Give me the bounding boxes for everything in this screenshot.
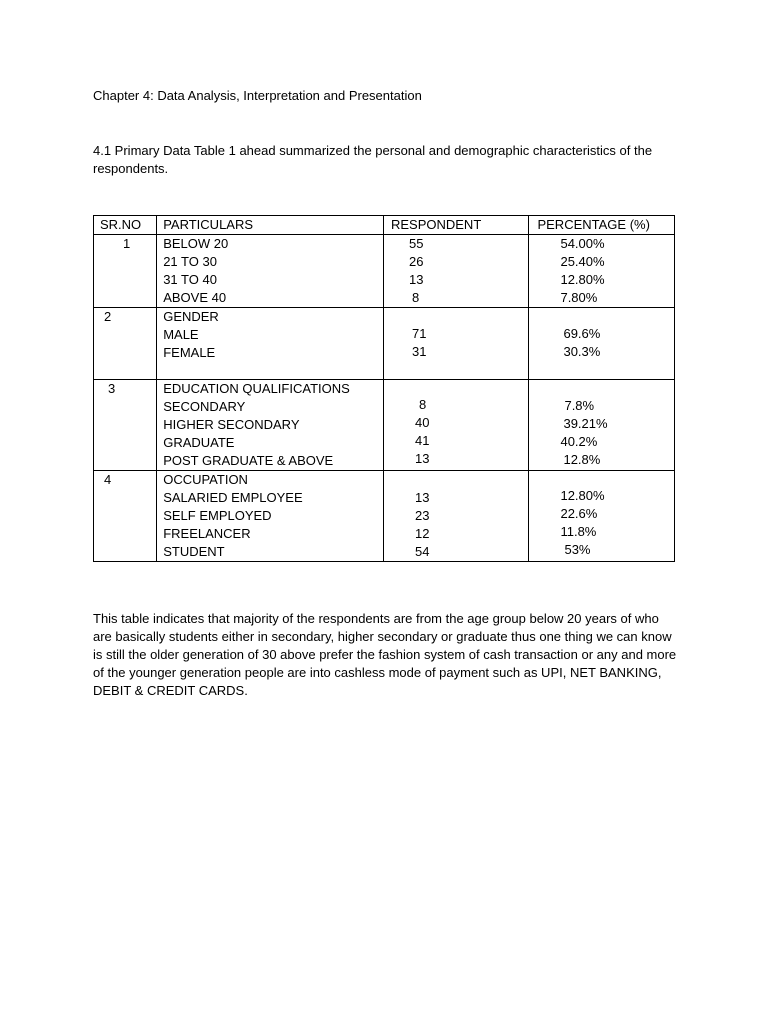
percentage-value: 7.80% bbox=[560, 290, 598, 305]
particular-item: STUDENT bbox=[163, 544, 225, 559]
particular-item: 31 TO 40 bbox=[163, 272, 217, 287]
particular-item: ABOVE 40 bbox=[163, 290, 227, 305]
header-particulars: PARTICULARS bbox=[157, 216, 384, 235]
particular-item: MALE bbox=[163, 327, 199, 342]
particular-item: SECONDARY bbox=[163, 399, 246, 414]
respondent-value: 8 bbox=[418, 397, 427, 412]
percentage-value: 40.2% bbox=[560, 434, 598, 449]
particulars-cell bbox=[157, 235, 384, 308]
percentage-value: 25.40% bbox=[560, 254, 605, 269]
percentage-value: 12.80% bbox=[560, 488, 605, 503]
conclusion-paragraph: This table indicates that majority of the respondents are from the age group below 20 years of who are basically students either in secondary, higher secondary or graduate thus one thing we can know is still the older generation of 30 above prefer the fashion system of cash transaction or any and more of the younger generation people are into cashless mode of payment such as UPI, NET BANKING, DEBIT & CREDIT CARDS. bbox=[93, 611, 677, 698]
particulars-cell bbox=[157, 308, 384, 380]
sr-no-cell bbox=[94, 471, 157, 562]
percentage-value: 30.3% bbox=[563, 344, 601, 359]
demographics-table bbox=[93, 215, 675, 562]
header-percentage: PERCENTAGE (%) bbox=[529, 216, 675, 235]
particular-item: POST GRADUATE & ABOVE bbox=[163, 453, 334, 468]
percentage-cell bbox=[529, 235, 675, 308]
sr-no-cell bbox=[94, 380, 157, 471]
percentage-value: 12.80% bbox=[560, 272, 605, 287]
sr-no-cell bbox=[94, 235, 157, 308]
percentage-value: 69.6% bbox=[563, 326, 601, 341]
respondent-cell bbox=[383, 235, 529, 308]
page-heading: Chapter 4: Data Analysis, Interpretation and Presentation bbox=[93, 88, 422, 103]
particular-item: BELOW 20 bbox=[163, 236, 229, 251]
sr-no-cell bbox=[94, 308, 157, 380]
respondent-cell bbox=[383, 380, 529, 471]
percentage-value: 53% bbox=[564, 542, 591, 557]
percentage-value: 7.8% bbox=[564, 398, 595, 413]
percentage-cell bbox=[529, 471, 675, 562]
particular-item: GRADUATE bbox=[163, 435, 235, 450]
sr-no: 1 bbox=[123, 236, 131, 251]
intro-paragraph: 4.1 Primary Data Table 1 ahead summarized the personal and demographic characteristics of the respondents. bbox=[93, 143, 653, 176]
table-group-gender bbox=[94, 308, 675, 380]
particular-item: FREELANCER bbox=[163, 526, 251, 541]
header-sr-no: SR.NO bbox=[94, 216, 157, 235]
particular-item: SALARIED EMPLOYEE bbox=[163, 490, 303, 505]
particular-group-title: OCCUPATION bbox=[163, 472, 248, 487]
respondent-value: 71 bbox=[411, 326, 427, 341]
respondent-cell bbox=[383, 308, 529, 380]
particulars-cell bbox=[157, 380, 384, 471]
table-header-row bbox=[94, 216, 675, 235]
table-group-education bbox=[94, 380, 675, 471]
percentage-value: 22.6% bbox=[560, 506, 598, 521]
percentage-cell bbox=[529, 308, 675, 380]
respondent-value: 23 bbox=[414, 508, 430, 523]
sr-no: 2 bbox=[104, 309, 112, 324]
respondent-value: 12 bbox=[414, 526, 430, 541]
particulars-cell bbox=[157, 471, 384, 562]
respondent-value: 13 bbox=[408, 272, 424, 287]
respondent-value: 13 bbox=[414, 451, 430, 466]
respondent-value: 31 bbox=[411, 344, 427, 359]
respondent-value: 55 bbox=[408, 236, 424, 251]
particular-item: 21 TO 30 bbox=[163, 254, 217, 269]
respondent-value: 54 bbox=[414, 544, 430, 559]
percentage-value: 11.8% bbox=[560, 524, 597, 539]
particular-group-title: EDUCATION QUALIFICATIONS bbox=[163, 381, 350, 396]
particular-item: SELF EMPLOYED bbox=[163, 508, 272, 523]
respondent-value: 40 bbox=[414, 415, 430, 430]
percentage-value: 54.00% bbox=[560, 236, 605, 251]
particular-item: HIGHER SECONDARY bbox=[163, 417, 300, 432]
respondent-value: 41 bbox=[414, 433, 430, 448]
percentage-value: 12.8% bbox=[563, 452, 601, 467]
sr-no: 4 bbox=[104, 472, 112, 487]
respondent-cell bbox=[383, 471, 529, 562]
respondent-value: 13 bbox=[414, 490, 430, 505]
percentage-cell bbox=[529, 380, 675, 471]
respondent-value: 26 bbox=[408, 254, 424, 269]
percentage-value: 39.21% bbox=[563, 416, 608, 431]
sr-no: 3 bbox=[108, 381, 116, 396]
respondent-value: 8 bbox=[411, 290, 420, 305]
table-group-occupation bbox=[94, 471, 675, 562]
particular-group-title: GENDER bbox=[163, 309, 219, 324]
particular-item: FEMALE bbox=[163, 345, 216, 360]
header-respondent: RESPONDENT bbox=[383, 216, 529, 235]
table-group-age bbox=[94, 235, 675, 308]
